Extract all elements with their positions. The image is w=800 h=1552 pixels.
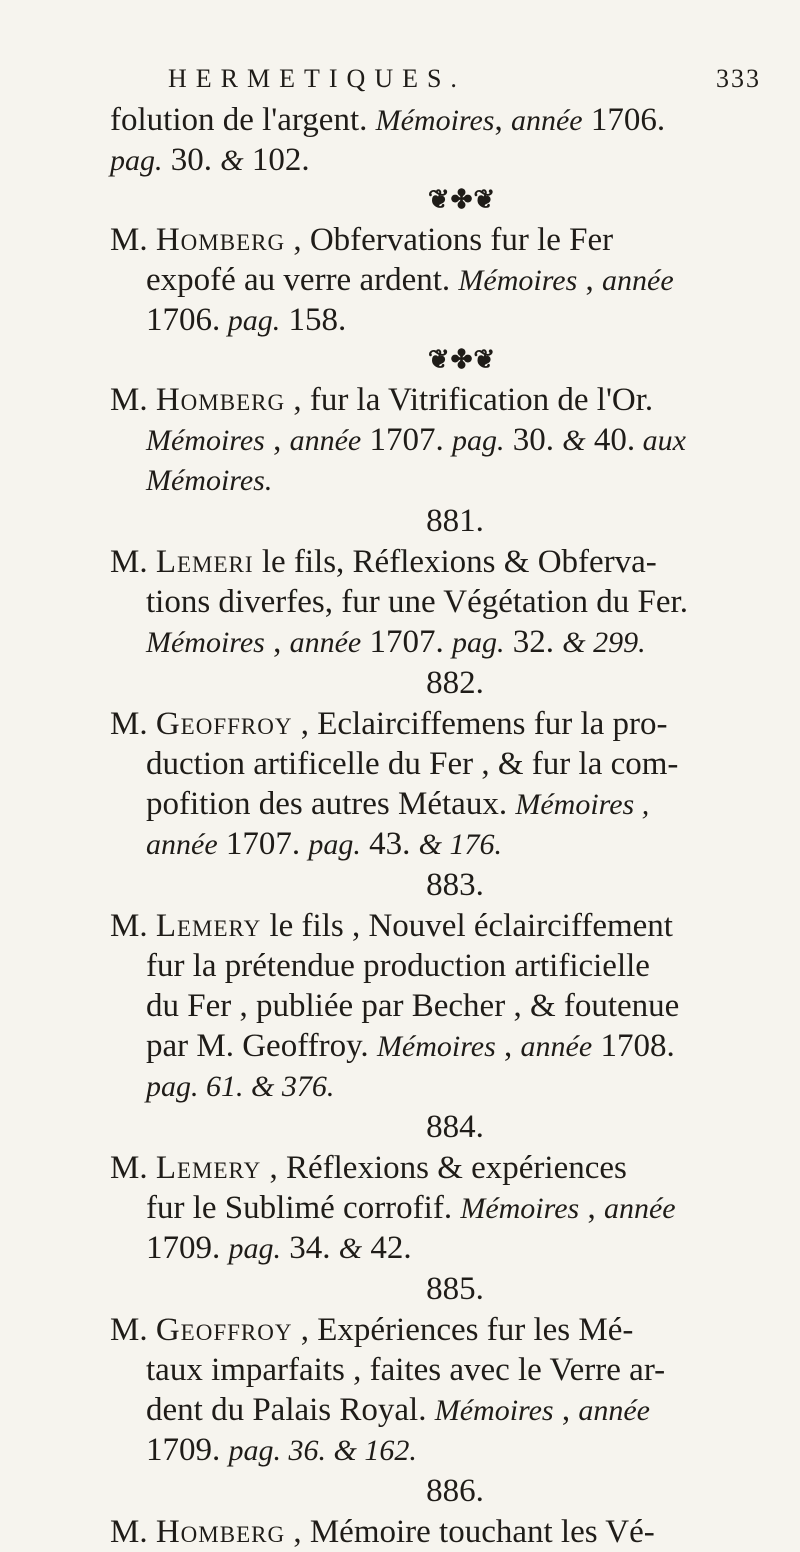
page-label: pag. bbox=[308, 828, 361, 861]
journal-title: Mémoires bbox=[146, 626, 265, 659]
text-span: 34. bbox=[281, 1230, 339, 1266]
text-line bbox=[110, 906, 770, 946]
text-line bbox=[110, 824, 770, 864]
journal-title: Mémoires bbox=[460, 1192, 580, 1225]
author-name: Lemery bbox=[155, 1150, 262, 1186]
entry-number: 885. bbox=[426, 1271, 484, 1307]
text-line bbox=[110, 1310, 770, 1350]
author-name: Homberg bbox=[155, 222, 286, 258]
page-label: pag. bbox=[228, 1232, 281, 1265]
text-span: M. bbox=[110, 908, 156, 944]
text-line bbox=[110, 1430, 770, 1470]
year-label: année bbox=[602, 264, 674, 297]
text-line bbox=[110, 582, 770, 622]
author-name: Geoffroy bbox=[155, 1312, 293, 1348]
year-label: année bbox=[289, 424, 362, 457]
ampersand: & bbox=[220, 144, 244, 177]
text-span: 30. bbox=[162, 142, 221, 178]
entry-number: 881. bbox=[426, 503, 484, 539]
text-line bbox=[110, 1390, 770, 1430]
year-label: année bbox=[510, 104, 583, 137]
entry-number: 883. bbox=[426, 867, 484, 903]
text-span: , bbox=[553, 1392, 579, 1428]
text-span: M. bbox=[110, 222, 156, 258]
text-span: M. bbox=[110, 706, 156, 742]
text-span: duction artificelle du Fer , & fur la com- bbox=[146, 746, 679, 782]
text-span: , Obfervations fur le Fer bbox=[285, 222, 614, 258]
text-span: 40. bbox=[585, 422, 636, 458]
text-line bbox=[110, 622, 770, 662]
text-line bbox=[110, 420, 770, 460]
text-span: le fils, Réflexions & Obferva- bbox=[253, 544, 657, 580]
page-label: pag. bbox=[228, 1434, 281, 1467]
text-line bbox=[110, 100, 770, 140]
page-label: pag. bbox=[452, 424, 505, 457]
text-line bbox=[110, 1066, 770, 1106]
text-line bbox=[110, 1228, 770, 1268]
text-span: 1707. bbox=[217, 826, 309, 862]
text-span: 1707. bbox=[361, 422, 452, 458]
text-span: 1709. bbox=[146, 1230, 229, 1266]
text-span: , bbox=[495, 1028, 521, 1064]
text-span: 42. bbox=[362, 1230, 412, 1266]
text-span: 1708. bbox=[592, 1028, 675, 1064]
author-name: Homberg bbox=[155, 1514, 286, 1550]
page-label: pag. bbox=[146, 1070, 199, 1103]
year-label: année bbox=[578, 1394, 650, 1427]
ampersand: & bbox=[418, 828, 442, 861]
author-name: Lemery bbox=[155, 908, 262, 944]
text-span: , bbox=[494, 102, 511, 138]
text-span: , bbox=[264, 624, 290, 660]
ornament-divider: ❦✤❦ bbox=[427, 185, 497, 214]
journal-title: Mémoires bbox=[458, 264, 578, 297]
ampersand: & bbox=[562, 626, 586, 659]
text-line bbox=[110, 744, 770, 784]
text-line bbox=[110, 260, 770, 300]
text-line bbox=[110, 542, 770, 582]
text-span: fur la prétendue production artificielle bbox=[146, 948, 650, 984]
author-name: Homberg bbox=[155, 382, 286, 418]
journal-title: Mémoires bbox=[146, 424, 265, 457]
text-span: M. bbox=[110, 544, 156, 580]
page-label: pag. bbox=[452, 626, 505, 659]
ampersand: & bbox=[562, 424, 586, 457]
entry-number: 882. bbox=[426, 665, 484, 701]
text-span: 61. & 376. bbox=[198, 1070, 335, 1103]
entry-number: 884. bbox=[426, 1109, 484, 1145]
text-span: du Fer , publiée par Becher , & foutenue bbox=[146, 988, 680, 1024]
text-span: 1709. bbox=[146, 1432, 229, 1468]
text-line bbox=[110, 1026, 770, 1066]
page-number: 333 bbox=[716, 64, 761, 93]
text-span: 1706. bbox=[582, 102, 666, 138]
page-body bbox=[110, 100, 770, 1552]
text-line bbox=[110, 460, 770, 500]
text-span: taux imparfaits , faites avec le Verre ar- bbox=[146, 1352, 666, 1388]
text-span: , Réflexions & expériences bbox=[261, 1150, 627, 1186]
entry-number: 886. bbox=[426, 1473, 484, 1509]
journal-title: Mémoires bbox=[376, 1030, 496, 1063]
text-span: 176. bbox=[441, 828, 502, 861]
text-span: 43. bbox=[360, 826, 419, 862]
page-label: pag. bbox=[220, 304, 281, 337]
text-line bbox=[110, 140, 770, 180]
text-span: dent du Palais Royal. bbox=[146, 1392, 435, 1428]
text-span: 1706. bbox=[146, 302, 221, 338]
journal-title: Mémoires , bbox=[515, 788, 650, 821]
text-line bbox=[110, 220, 770, 260]
year-label: année bbox=[146, 828, 218, 861]
text-span: M. bbox=[110, 382, 156, 418]
text-span: M. bbox=[110, 1150, 156, 1186]
text-line bbox=[110, 704, 770, 744]
journal-title: Mémoires. bbox=[146, 464, 273, 497]
text-span: , bbox=[264, 422, 290, 458]
text-line bbox=[110, 784, 770, 824]
text-line bbox=[110, 1188, 770, 1228]
text-span: M. bbox=[110, 1514, 156, 1550]
text-span: , fur la Vitrification de l'Or. bbox=[285, 382, 654, 418]
text-span: , bbox=[579, 1190, 604, 1226]
text-line bbox=[110, 300, 770, 340]
text-span: pofition des autres Métaux. bbox=[146, 786, 516, 822]
page-label: pag. bbox=[110, 144, 163, 177]
year-label: année bbox=[289, 626, 362, 659]
text-span: aux bbox=[635, 424, 686, 457]
text-span: 32. bbox=[504, 624, 563, 660]
text-span: 30. bbox=[504, 422, 563, 458]
text-span: M. bbox=[110, 1312, 156, 1348]
ornament-divider: ❦✤❦ bbox=[427, 345, 497, 374]
text-span: fur le Sublimé corrofif. bbox=[146, 1190, 461, 1226]
text-span: tions diverfes, fur une Végétation du Fer. bbox=[146, 584, 688, 620]
author-name: Geoffroy bbox=[155, 706, 293, 742]
text-span: 36. bbox=[281, 1434, 334, 1467]
text-span: , Expériences fur les Mé- bbox=[292, 1312, 634, 1348]
text-span: par M. Geoffroy. bbox=[146, 1028, 377, 1064]
page-header bbox=[0, 64, 800, 104]
year-label: année bbox=[520, 1030, 593, 1063]
author-name: Lemeri bbox=[155, 544, 254, 580]
running-head: HERMETIQUES. bbox=[168, 64, 466, 93]
text-line bbox=[110, 1512, 770, 1552]
text-span: , Eclairciffemens fur la pro- bbox=[292, 706, 668, 742]
ampersand: & bbox=[333, 1434, 357, 1467]
text-span: 1707. bbox=[361, 624, 452, 660]
text-span: folution de l'argent. bbox=[110, 102, 376, 138]
text-line bbox=[110, 1350, 770, 1390]
text-line bbox=[110, 986, 770, 1026]
text-line bbox=[110, 1148, 770, 1188]
text-span: le fils , Nouvel éclairciffement bbox=[261, 908, 673, 944]
text-span: , Mémoire touchant les Vé- bbox=[285, 1514, 655, 1550]
text-line bbox=[110, 380, 770, 420]
text-span: expofé au verre ardent. bbox=[146, 262, 459, 298]
text-span: , bbox=[577, 262, 603, 298]
text-span: 299. bbox=[585, 626, 646, 659]
text-span: 158. bbox=[280, 302, 347, 338]
ampersand: & bbox=[338, 1232, 363, 1265]
year-label: année bbox=[603, 1192, 676, 1225]
journal-title: Mémoires bbox=[434, 1394, 554, 1427]
journal-title: Mémoires bbox=[375, 104, 495, 137]
text-line bbox=[110, 946, 770, 986]
text-span: 102. bbox=[243, 142, 310, 178]
text-span: 162. bbox=[356, 1434, 417, 1467]
